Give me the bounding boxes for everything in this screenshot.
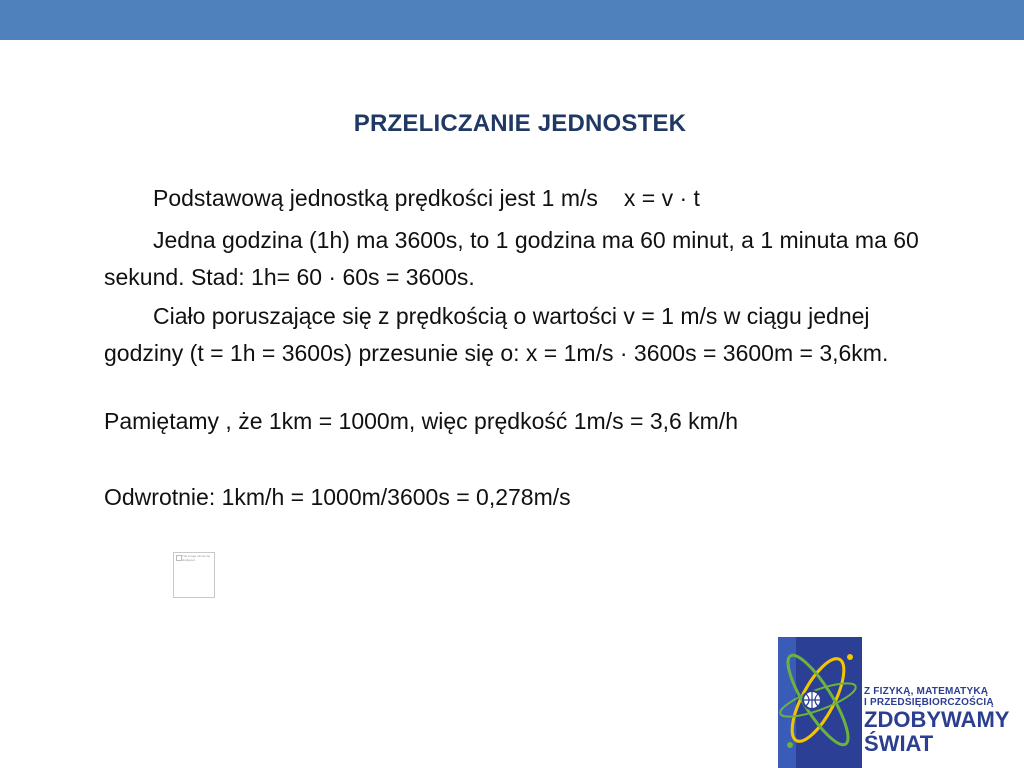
logo-line-3: ZDOBYWAMY: [864, 707, 1010, 732]
reverse-conversion-line: Odwrotnie: 1km/h = 1000m/3600s = 0,278m/s: [104, 484, 571, 510]
logo-line-1: Z FIZYKĄ, MATEMATYKĄ: [864, 686, 989, 697]
distance-example-paragraph: Ciało poruszające się z prędkością o wartości v = 1 m/s w ciągu jednej godziny (t = 1h = 3600s) przesunie się o: x = 1m/s · 3600s = 3600m = 3,6km.: [104, 303, 889, 366]
logo-line-2: I PRZEDSIĘBIORCZOŚCIĄ: [864, 697, 994, 708]
broken-image-caption: The image cannot be displayed.: [182, 554, 211, 562]
slide-body: [104, 180, 934, 516]
hour-conversion-paragraph: Jedna godzina (1h) ma 3600s, to 1 godzina ma 60 minut, a 1 minuta ma 60 sekund. Stad: 1h= 60 · 60s = 3600s.: [104, 227, 919, 290]
speed-conversion-line: Pamiętamy , że 1km = 1000m, więc prędkość 1m/s = 3,6 km/h: [104, 408, 739, 434]
distance-formula: x = v · t: [623, 185, 700, 211]
base-unit-text: Podstawową jednostką prędkości jest 1 m/s: [153, 185, 598, 211]
broken-image-placeholder: [173, 552, 215, 598]
slide-title: PRZELICZANIE JEDNOSTEK: [353, 110, 687, 137]
top-band: [0, 0, 1024, 40]
base-unit-line: [104, 180, 934, 217]
logo-line-4: ŚWIAT: [864, 731, 934, 756]
logo-text: [864, 686, 1009, 756]
